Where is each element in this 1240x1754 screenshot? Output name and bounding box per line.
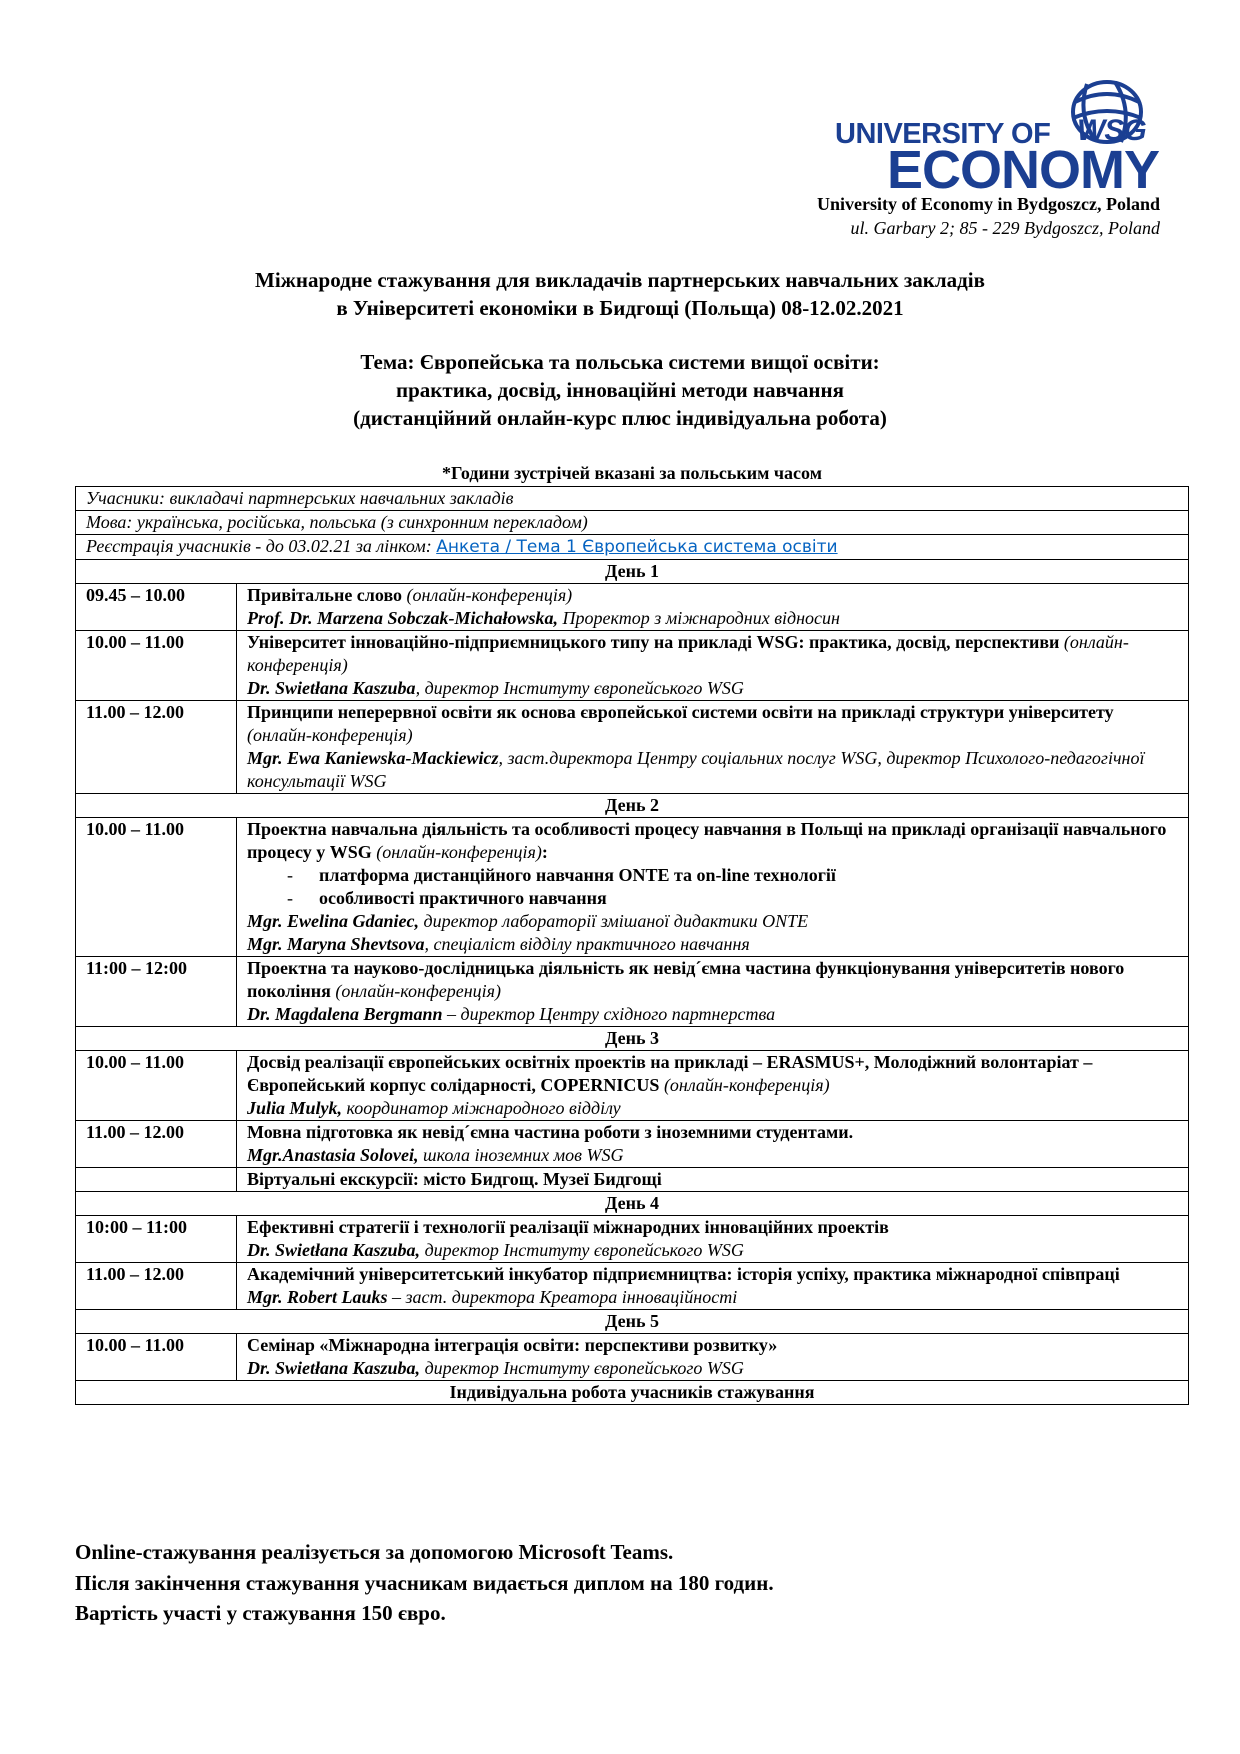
day-4-header: День 4 <box>76 1192 1189 1216</box>
speaker-role: директор лабораторії змішаної дидактики ONTE <box>419 911 809 931</box>
session-row <box>76 957 1189 1027</box>
speaker-role: директор Інституту європейського WSG <box>420 1240 744 1260</box>
speaker-role: – заст. директора Креатора інноваційності <box>387 1287 738 1307</box>
session-title: Віртуальні екскурсії: місто Бидгощ. Музеї Бидгощі <box>247 1169 662 1189</box>
session-time: 10.00 – 11.00 <box>76 1051 237 1121</box>
session-row <box>76 1263 1189 1310</box>
registration-link[interactable]: Анкета / Тема 1 Європейська система освіти <box>436 537 838 557</box>
session-title: Університет інноваційно-підприємницького типу на прикладі WSG: практика, досвід, перспективи <box>247 632 1060 652</box>
session-time: 11:00 – 12:00 <box>76 957 237 1027</box>
online-label: (онлайн-конференція) <box>247 632 1129 675</box>
session-row <box>76 1168 1189 1192</box>
session-time: 10.00 – 11.00 <box>76 631 237 701</box>
day-row <box>76 1310 1189 1334</box>
speaker-name: Mgr. Ewelina Gdaniec, <box>247 911 420 931</box>
day-row <box>76 794 1189 818</box>
list-item-text: особливості практичного навчання <box>319 888 607 908</box>
session-desc <box>237 1334 1189 1381</box>
final-row <box>76 1381 1189 1405</box>
document-title <box>50 266 1190 322</box>
title-line1: Міжнародне стажування для викладачів партнерських навчальних закладів <box>255 268 985 292</box>
session-title: Мовна підготовка як невід´ємна частина роботи з іноземними студентами. <box>247 1122 854 1142</box>
speaker-name: Mgr. Ewa Kaniewska-Mackiewicz <box>247 748 499 768</box>
info-row <box>76 511 1189 535</box>
day-5-header: День 5 <box>76 1310 1189 1334</box>
session-desc <box>237 1051 1189 1121</box>
university-logo <box>835 74 1165 200</box>
day-row <box>76 560 1189 584</box>
session-title: Досвід реалізації європейських освітніх проектів на прикладі – ERASMUS+, Молодіжний волонтаріат – Європейський корпус солідарності, COPERNICUS <box>247 1052 1093 1095</box>
info-row <box>76 535 1189 560</box>
address-line1: University of Economy in Bydgoszcz, Poland <box>816 194 1160 214</box>
session-title: Принципи неперервної освіти як основа європейської системи освіти на прикладі структури університету <box>247 702 1114 722</box>
speaker-name: Mgr.Anastasia Solovei, <box>247 1145 419 1165</box>
individual-work-cell: Індивідуальна робота учасників стажування <box>76 1381 1189 1405</box>
session-desc <box>237 1168 1189 1192</box>
speaker-role: , директор Інституту європейського WSG <box>415 678 744 698</box>
session-time: 11.00 – 12.00 <box>76 1263 237 1310</box>
session-time: 10.00 – 11.00 <box>76 1334 237 1381</box>
day-1-header: День 1 <box>76 560 1189 584</box>
participants-cell: Учасники: викладачі партнерських навчальних закладів <box>76 487 1189 511</box>
day-2-header: День 2 <box>76 794 1189 818</box>
footer-line3: Вартість участі у стажування 150 євро. <box>75 1601 446 1625</box>
footer-line2: Після закінчення стажування учасникам видається диплом на 180 годин. <box>75 1571 774 1595</box>
logo-line2: ECONOMY <box>887 140 1160 200</box>
topic-list <box>247 864 1178 910</box>
session-time: 11.00 – 12.00 <box>76 701 237 794</box>
schedule-table <box>75 486 1189 1405</box>
speaker-name: Mgr. Robert Lauks <box>247 1287 388 1307</box>
speaker-role: – директор Центру східного партнерства <box>442 1004 776 1024</box>
session-row <box>76 1216 1189 1263</box>
online-label: (онлайн-конференція) <box>406 585 573 605</box>
online-label: (онлайн-конференція) <box>663 1075 830 1095</box>
list-item: - платформа дистанційного навчання ONTE та on-line технології <box>287 865 836 885</box>
footer-line1: Online-стажування реалізується за допомогою Microsoft Teams. <box>75 1540 674 1564</box>
theme-line3: (дистанційний онлайн-курс плюс індивідуальна робота) <box>353 406 887 430</box>
session-desc <box>237 1121 1189 1168</box>
session-desc <box>237 957 1189 1027</box>
language-cell: Мова: українська, російська, польська (з синхронним перекладом) <box>76 511 1189 535</box>
speaker-role: координатор міжнародного відділу <box>342 1098 621 1118</box>
day-3-header: День 3 <box>76 1027 1189 1051</box>
day-row <box>76 1192 1189 1216</box>
time-note: *Години зустрічей вказані за польським часом <box>442 463 822 483</box>
session-desc <box>237 631 1189 701</box>
logo-line1: UNIVERSITY OF <box>835 118 1051 150</box>
session-row <box>76 631 1189 701</box>
session-desc <box>237 818 1189 957</box>
speaker-name: Julia Mulyk, <box>247 1098 343 1118</box>
session-time: 09.45 – 10.00 <box>76 584 237 631</box>
session-desc <box>237 1263 1189 1310</box>
info-row <box>76 487 1189 511</box>
theme-line1: Тема: Європейська та польська системи вищої освіти: <box>360 350 880 374</box>
session-desc <box>237 701 1189 794</box>
session-title: Проектна та науково-дослідницька діяльність як невід´ємна частина функціонування університетів нового покоління <box>247 958 1125 1001</box>
session-time-empty <box>76 1168 237 1192</box>
session-row <box>76 1121 1189 1168</box>
theme-line2: практика, досвід, інноваційні методи навчання <box>396 378 844 402</box>
speaker-name: Dr. Swietłana Kaszuba <box>247 678 416 698</box>
session-desc <box>237 1216 1189 1263</box>
theme-block <box>50 348 1190 432</box>
online-label: (онлайн-конференція) <box>376 842 542 862</box>
session-title: Ефективні стратегії і технології реалізації міжнародних інноваційних проектів <box>247 1217 889 1237</box>
list-item-text: платформа дистанційного навчання ONTE та on-line технології <box>319 865 836 885</box>
title-line2: в Університеті економіки в Бидгощі (Польща) 08-12.02.2021 <box>336 296 904 320</box>
session-time: 10:00 – 11:00 <box>76 1216 237 1263</box>
speaker-name: Dr. Swietłana Kaszuba, <box>247 1358 421 1378</box>
session-title: Привітальне слово <box>247 585 403 605</box>
online-label: (онлайн-конференція) <box>335 981 501 1001</box>
online-label: (онлайн-конференція) <box>247 725 413 745</box>
session-row <box>76 701 1189 794</box>
session-time: 10.00 – 11.00 <box>76 818 237 957</box>
speaker-name: Dr. Swietłana Kaszuba, <box>247 1240 421 1260</box>
speaker-role: , заст.директора Центру соціальних послуг WSG, директор Психолого-педагогічної консультації WSG <box>247 748 1145 791</box>
session-desc <box>237 584 1189 631</box>
session-title: Проектна навчальна діяльність та особливості процесу навчання в Польщі на прикладі організації навчального процесу у WSG <box>247 819 1167 862</box>
address-line2: ul. Garbary 2; 85 - 229 Bydgoszcz, Poland <box>850 218 1160 238</box>
session-row <box>76 818 1189 957</box>
logo-badge: WSG <box>1077 114 1146 147</box>
registration-text: Реєстрація учасників - до 03.02.21 за лінком: <box>86 536 437 556</box>
session-title: Семінар «Міжнародна інтеграція освіти: перспективи розвитку» <box>247 1335 778 1355</box>
session-row <box>76 1334 1189 1381</box>
speaker-name: Dr. Magdalena Bergmann <box>247 1004 443 1024</box>
session-row <box>76 584 1189 631</box>
speaker-role: школа іноземних мов WSG <box>418 1145 624 1165</box>
speaker-role: Проректор з міжнародних відносин <box>558 608 840 628</box>
day-row <box>76 1027 1189 1051</box>
speaker-role: , спеціаліст відділу практичного навчання <box>424 934 750 954</box>
session-row <box>76 1051 1189 1121</box>
registration-cell <box>76 535 1189 560</box>
speaker-role: директор Інституту європейського WSG <box>420 1358 744 1378</box>
speaker-name: Mgr. Maryna Shevtsova <box>247 934 425 954</box>
session-title: Академічний університетський інкубатор підприємництва: історія успіху, практика міжнародної співпраці <box>247 1264 1120 1284</box>
speaker-name: Prof. Dr. Marzena Sobczak-Michałowska, <box>247 608 559 628</box>
list-item: - особливості практичного навчання <box>287 888 607 908</box>
session-time: 11.00 – 12.00 <box>76 1121 237 1168</box>
colon: : <box>541 842 548 862</box>
